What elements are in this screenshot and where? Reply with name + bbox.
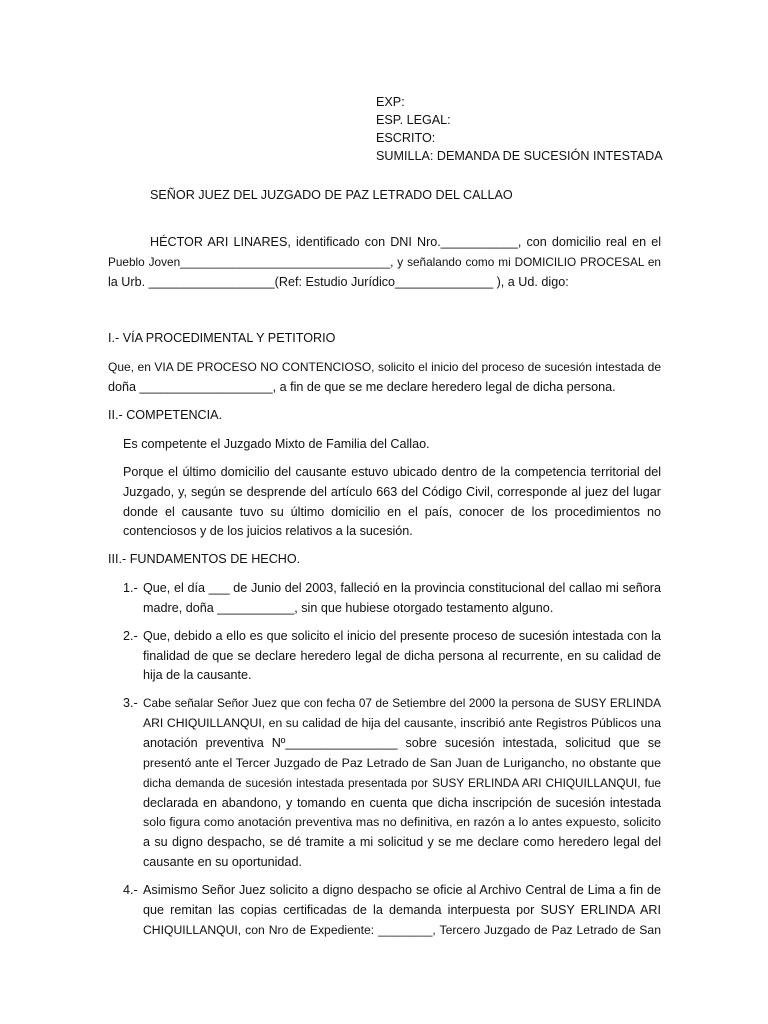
intro-line-1: HÉCTOR ARI LINARES, identificado con DNI Nro.___________, con domicilio real en el [150, 235, 661, 249]
item-number-1: 1.- [123, 581, 138, 595]
section1-line-1: Que, en VIA DE PROCESO NO CONTENCIOSO, solicito el inicio del proceso de sucesión intestada de [108, 360, 661, 374]
intro-line-2: Pueblo Joven________________________________, y señalando como mi DOMICILIO PROCESAL en [108, 255, 661, 269]
section-heading-3: III.- FUNDAMENTOS DE HECHO. [108, 552, 301, 566]
item4-line-3: CHIQUILLANQUI, con Nro de Expediente: ________, Tercero Juzgado de Paz Letrado de San [143, 923, 661, 937]
item3-line-2: ARI CHIQUILLANQUI, en su calidad de hija del causante, inscribió ante Registros Públicos una [143, 716, 661, 730]
item3-line-5: dicha demanda de sucesión intestada presentada por SUSY ERLINDA ARI CHIQUILLANQUI, fue [143, 776, 661, 790]
header-sumilla: SUMILLA: DEMANDA DE SUCESIÓN INTESTADA [376, 149, 663, 163]
item3-line-4: presentó ante el Tercer Juzgado de Paz Letrado de San Juan de Lurigancho, no obstante que [143, 756, 661, 770]
item-number-3: 3.- [123, 696, 138, 710]
section2-p2-line-3: donde el causante tuvo su último domicilio en el país, conocer de los procedimientos no [123, 505, 661, 519]
section-heading-2: II.- COMPETENCIA. [108, 408, 223, 422]
item3-line-8: a su digno despacho, se dé tramite a mi solicitud y se me declare como heredero legal del [143, 835, 661, 849]
item2-line-1: Que, debido a ello es que solicito el inicio del presente proceso de sucesión intestada con la [143, 629, 661, 643]
section-heading-1: I.- VÍA PROCEDIMENTAL Y PETITORIO [108, 331, 336, 345]
item2-line-2: finalidad de que se declare heredero legal de dicha persona al recurrente, en su calidad de [143, 649, 661, 663]
item-number-4: 4.- [123, 883, 138, 897]
item3-line-6: declarada en abandono, y tomando en cuenta que dicha inscripción de sucesión intestada [143, 796, 661, 810]
section2-paragraph-1: Es competente el Juzgado Mixto de Familia del Callao. [123, 437, 430, 451]
section2-p2-line-1: Porque el último domicilio del causante estuvo ubicado dentro de la competencia territorial del [123, 465, 661, 479]
item3-line-7: solo figura como anotación preventiva mas no definitiva, en razón a lo antes expuesto, solicito [143, 815, 661, 829]
item3-line-1: Cabe señalar Señor Juez que con fecha 07 de Setiembre del 2000 la persona de SUSY ERLINDA [143, 696, 661, 710]
item3-line-9: causante en su oportunidad. [143, 855, 302, 869]
header-escrito: ESCRITO: [376, 131, 436, 145]
addressee: SEÑOR JUEZ DEL JUZGADO DE PAZ LETRADO DEL CALLAO [150, 188, 513, 202]
intro-line-3: la Urb. __________________(Ref: Estudio Jurídico______________ ), a Ud. digo: [108, 275, 569, 289]
section1-line-2: doña ___________________, a fin de que se me declare heredero legal de dicha persona. [108, 380, 616, 394]
item4-line-1: Asimismo Señor Juez solicito a digno despacho se oficie al Archivo Central de Lima a fin de [143, 883, 661, 897]
section2-p2-line-2: Juzgado, y, según se desprende del artículo 663 del Código Civil, corresponde al juez del lugar [123, 485, 661, 499]
section2-p2-line-4: contenciosos y de los juicios relativos a la sucesión. [123, 524, 413, 538]
item1-line-2: madre, doña ___________, sin que hubiese otorgado testamento alguno. [143, 601, 554, 615]
item4-line-2: que remitan las copias certificadas de la demanda interpuesta por SUSY ERLINDA ARI [143, 903, 661, 917]
item-number-2: 2.- [123, 629, 138, 643]
item2-line-3: hija de la causante. [143, 668, 252, 682]
item3-line-3: anotación preventiva Nº________________ sobre sucesión intestada, solicitud que se [143, 736, 661, 750]
header-esp-legal: ESP. LEGAL: [376, 113, 451, 127]
header-exp: EXP: [376, 95, 405, 109]
item1-line-1: Que, el día ___ de Junio del 2003, falleció en la provincia constitucional del callao mi señora [143, 581, 661, 595]
